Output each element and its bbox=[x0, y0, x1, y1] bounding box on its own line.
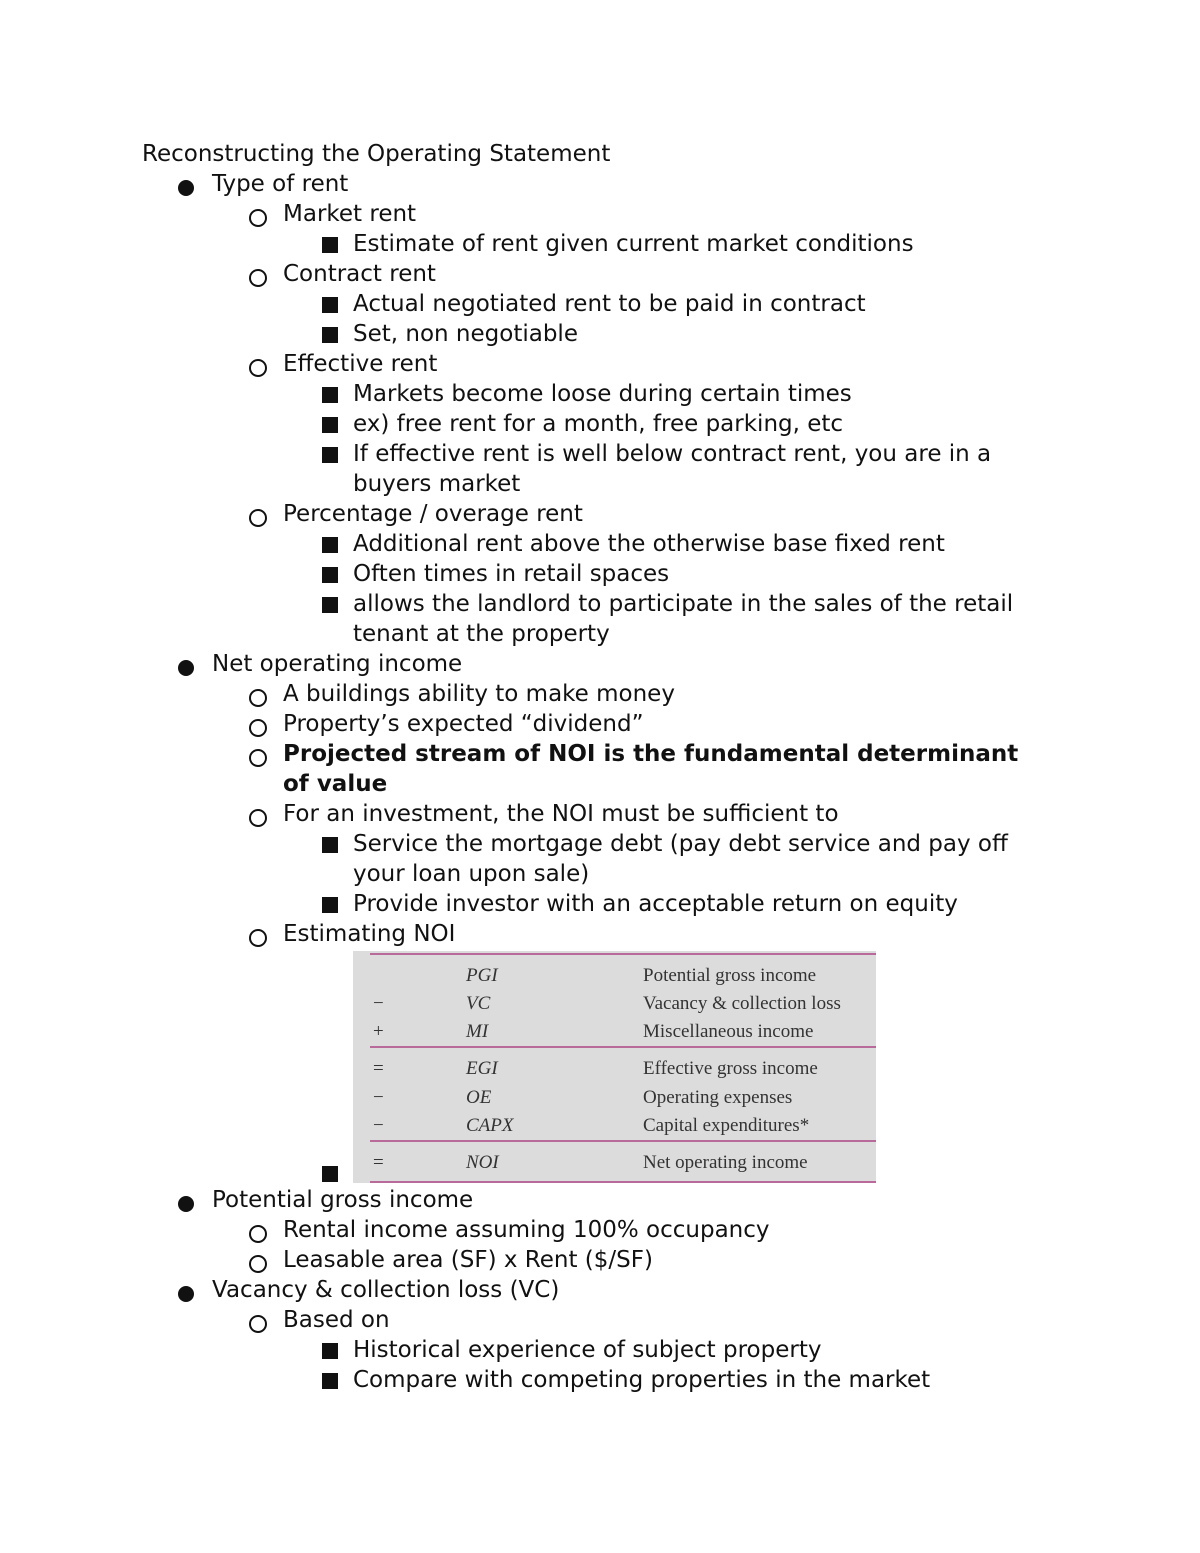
table-row bbox=[353, 1018, 876, 1046]
sub-item-label: Projected stream of NOI is the fundamental determinant of value bbox=[283, 741, 1019, 797]
sub-item bbox=[0, 799, 1200, 919]
detail-item bbox=[0, 1335, 1200, 1365]
operator-symbol: − bbox=[373, 1115, 384, 1136]
square-bullet-icon bbox=[322, 237, 338, 253]
abbreviation: MI bbox=[466, 1021, 489, 1042]
square-bullet-icon bbox=[322, 597, 338, 613]
hollow-bullet-icon bbox=[249, 929, 267, 947]
square-bullet-icon bbox=[322, 297, 338, 313]
detail-item-label: Often times in retail spaces bbox=[353, 561, 670, 587]
sub-item-label: Rental income assuming 100% occupancy bbox=[283, 1217, 770, 1243]
table-row bbox=[353, 1149, 876, 1177]
detail-item bbox=[0, 889, 1200, 919]
detail-list bbox=[283, 289, 1200, 349]
sub-item-label: Property’s expected “dividend” bbox=[283, 711, 644, 737]
detail-item bbox=[0, 529, 1200, 559]
sub-item bbox=[0, 259, 1200, 349]
detail-list bbox=[283, 379, 1200, 499]
outline-item-label: Net operating income bbox=[212, 651, 463, 677]
outline-list bbox=[0, 169, 1200, 1395]
hollow-bullet-icon bbox=[249, 209, 267, 227]
detail-item-label: ex) free rent for a month, free parking, etc bbox=[353, 411, 844, 437]
detail-item-label: allows the landlord to participate in the sales of the retail tenant at the property bbox=[353, 591, 1014, 647]
sub-list bbox=[212, 1305, 1200, 1395]
sub-item bbox=[0, 1305, 1200, 1395]
table-rule bbox=[370, 1181, 876, 1183]
abbreviation: NOI bbox=[466, 1152, 499, 1173]
outline-item bbox=[0, 1275, 1200, 1395]
square-bullet-icon bbox=[322, 567, 338, 583]
sub-item-label: Based on bbox=[283, 1307, 390, 1333]
abbreviation: CAPX bbox=[466, 1115, 514, 1136]
detail-item-label: Markets become loose during certain times bbox=[353, 381, 852, 407]
operator-symbol: + bbox=[373, 1021, 384, 1042]
square-bullet-icon bbox=[322, 1166, 338, 1182]
abbreviation: OE bbox=[466, 1087, 492, 1108]
abbreviation: PGI bbox=[466, 965, 498, 986]
square-bullet-icon bbox=[322, 837, 338, 853]
outline-item bbox=[0, 1185, 1200, 1275]
hollow-bullet-icon bbox=[249, 269, 267, 287]
square-bullet-icon bbox=[322, 1343, 338, 1359]
detail-list bbox=[283, 949, 1200, 1185]
sub-item bbox=[0, 1215, 1200, 1245]
detail-list bbox=[283, 829, 1200, 919]
filled-bullet-icon bbox=[178, 660, 194, 676]
outline-item-label: Potential gross income bbox=[212, 1187, 474, 1213]
sub-item-label: Leasable area (SF) x Rent ($/SF) bbox=[283, 1247, 653, 1273]
table-row bbox=[353, 1084, 876, 1112]
square-bullet-icon bbox=[322, 1373, 338, 1389]
square-bullet-icon bbox=[322, 387, 338, 403]
square-bullet-icon bbox=[322, 417, 338, 433]
detail-item bbox=[0, 409, 1200, 439]
detail-item bbox=[0, 229, 1200, 259]
table-row bbox=[353, 962, 876, 990]
detail-item bbox=[0, 829, 1200, 889]
detail-item-label: Compare with competing properties in the market bbox=[353, 1367, 931, 1393]
sub-item bbox=[0, 499, 1200, 649]
table-row bbox=[353, 1112, 876, 1140]
detail-item-label: Set, non negotiable bbox=[353, 321, 578, 347]
table-rule bbox=[370, 953, 876, 955]
hollow-bullet-icon bbox=[249, 1255, 267, 1273]
sub-item bbox=[0, 1245, 1200, 1275]
square-bullet-icon bbox=[322, 447, 338, 463]
sub-item-label: A buildings ability to make money bbox=[283, 681, 675, 707]
filled-bullet-icon bbox=[178, 180, 194, 196]
hollow-bullet-icon bbox=[249, 719, 267, 737]
detail-item bbox=[0, 589, 1200, 649]
description: Miscellaneous income bbox=[643, 1021, 814, 1042]
description: Potential gross income bbox=[643, 965, 817, 986]
table-rule bbox=[370, 1046, 876, 1048]
sub-item-label: Market rent bbox=[283, 201, 417, 227]
table-rule bbox=[370, 1140, 876, 1142]
filled-bullet-icon bbox=[178, 1196, 194, 1212]
detail-list bbox=[283, 229, 1200, 259]
detail-item-label: Estimate of rent given current market conditions bbox=[353, 231, 914, 257]
detail-item bbox=[0, 439, 1200, 499]
operator-symbol: = bbox=[373, 1058, 384, 1079]
sub-item bbox=[0, 709, 1200, 739]
sub-item-label: Estimating NOI bbox=[283, 921, 456, 947]
operator-symbol: − bbox=[373, 1087, 384, 1108]
abbreviation: VC bbox=[466, 993, 491, 1014]
detail-list bbox=[283, 1335, 1200, 1395]
square-bullet-icon bbox=[322, 327, 338, 343]
detail-item-label: Historical experience of subject property bbox=[353, 1337, 822, 1363]
operator-symbol: − bbox=[373, 993, 384, 1014]
sub-list bbox=[212, 679, 1200, 1185]
outline-item bbox=[0, 169, 1200, 649]
detail-item bbox=[0, 1365, 1200, 1395]
detail-item bbox=[0, 559, 1200, 589]
detail-item-label: Additional rent above the otherwise base fixed rent bbox=[353, 531, 945, 557]
sub-item bbox=[0, 199, 1200, 259]
hollow-bullet-icon bbox=[249, 1315, 267, 1333]
outline-item-label: Type of rent bbox=[212, 171, 349, 197]
square-bullet-icon bbox=[322, 897, 338, 913]
detail-item bbox=[0, 319, 1200, 349]
page-title: Reconstructing the Operating Statement bbox=[142, 141, 611, 167]
detail-item-label: Provide investor with an acceptable return on equity bbox=[353, 891, 958, 917]
sub-item bbox=[0, 349, 1200, 499]
description: Operating expenses bbox=[643, 1087, 793, 1108]
hollow-bullet-icon bbox=[249, 809, 267, 827]
description: Capital expenditures* bbox=[643, 1115, 810, 1136]
sub-list bbox=[212, 1215, 1200, 1275]
sub-item-label: Contract rent bbox=[283, 261, 436, 287]
detail-list bbox=[283, 529, 1200, 649]
abbreviation: EGI bbox=[466, 1058, 498, 1079]
filled-bullet-icon bbox=[178, 1286, 194, 1302]
sub-item-label: For an investment, the NOI must be sufficient to bbox=[283, 801, 839, 827]
detail-item bbox=[0, 289, 1200, 319]
sub-item bbox=[0, 919, 1200, 1185]
description: Net operating income bbox=[643, 1152, 808, 1173]
hollow-bullet-icon bbox=[249, 1225, 267, 1243]
sub-item bbox=[0, 739, 1200, 799]
detail-item-label: If effective rent is well below contract rent, you are in a buyers market bbox=[353, 441, 992, 497]
noi-formula-table bbox=[353, 951, 876, 1183]
hollow-bullet-icon bbox=[249, 359, 267, 377]
sub-item-label: Percentage / overage rent bbox=[283, 501, 583, 527]
hollow-bullet-icon bbox=[249, 689, 267, 707]
outline-item bbox=[0, 649, 1200, 1185]
operator-symbol: = bbox=[373, 1152, 384, 1173]
detail-item-table bbox=[0, 949, 1200, 1185]
table-row bbox=[353, 990, 876, 1018]
sub-item bbox=[0, 679, 1200, 709]
detail-item-label: Actual negotiated rent to be paid in contract bbox=[353, 291, 866, 317]
square-bullet-icon bbox=[322, 537, 338, 553]
hollow-bullet-icon bbox=[249, 509, 267, 527]
detail-item bbox=[0, 379, 1200, 409]
description: Effective gross income bbox=[643, 1058, 818, 1079]
outline-item-label: Vacancy & collection loss (VC) bbox=[212, 1277, 560, 1303]
detail-item-label: Service the mortgage debt (pay debt service and pay off your loan upon sale) bbox=[353, 831, 1008, 887]
hollow-bullet-icon bbox=[249, 749, 267, 767]
sub-item-label: Effective rent bbox=[283, 351, 438, 377]
table-row bbox=[353, 1055, 876, 1083]
description: Vacancy & collection loss bbox=[643, 993, 841, 1014]
sub-list bbox=[212, 199, 1200, 649]
